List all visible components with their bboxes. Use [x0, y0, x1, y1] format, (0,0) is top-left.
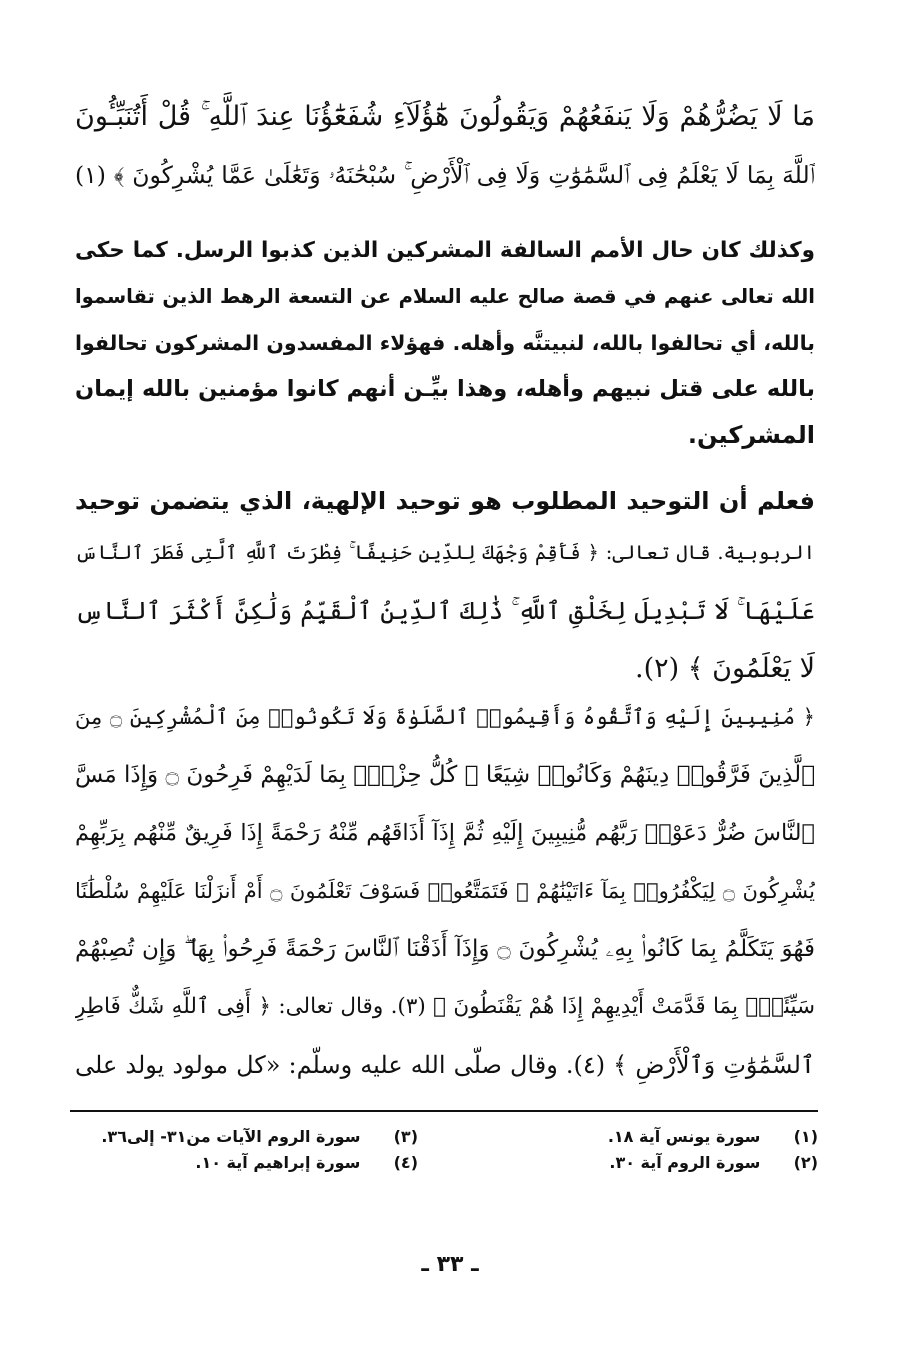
verse-line: الربوبية. قال تعالى: ﴿ فَأَقِمْ وَجْهَكَ لِلدِّينِ حَنِيفًا ۚ فِطْرَتَ ٱللَّهِ ٱلَّتِى فَطَرَ ٱلنَّاسَ	[75, 541, 815, 564]
footnote-item	[478, 1124, 818, 1150]
verse-line: مَا لَا يَضُرُّهُمْ وَلَا يَنفَعُهُمْ وَيَقُولُونَ هَٰٓؤُلَآءِ شُفَعَٰٓؤُنَا عِندَ ٱللَّهِ ۚ قُلْ أَتُنَبِّـُٔونَ	[75, 101, 815, 132]
prose-line: وكذلك كان حال الأمم السالفة المشركين الذين كذبوا الرسل. كما حكى	[75, 238, 815, 263]
verse-line: ٱللَّهَ بِمَا لَا يَعْلَمُ فِى ٱلسَّمَٰوَٰتِ وَلَا فِى ٱلْأَرْضِ ۚ سُبْحَٰنَهُۥ وَتَعَٰلَىٰ عَمَّا يُشْرِكُونَ ﴾ (١)	[75, 161, 815, 189]
footnote-column-right	[478, 1124, 818, 1176]
page-number: ـ ٣٣ ـ	[421, 1252, 479, 1277]
footnote-number: (١)	[793, 1127, 818, 1146]
footnote-item	[478, 1150, 818, 1176]
footnote-column-left	[78, 1124, 418, 1176]
verse-line: ٱلنَّاسَ ضُرٌّ دَعَوْا۟ رَبَّهُم مُّنِيبِينَ إِلَيْهِ ثُمَّ إِذَآ أَذَاقَهُم مِّنْهُ رَحْمَةً إِذَا فَرِيقٌ مِّنْهُم بِرَبِّهِمْ	[75, 820, 815, 846]
verse-line: ٱلسَّمَٰوَٰتِ وَٱلْأَرْضِ ﴾ (٤). وقال صلّى الله عليه وسلّم: «كل مولود يولد على	[75, 1051, 815, 1079]
footnote-item	[78, 1124, 418, 1150]
footnote-text: سورة إبراهيم آية ١٠.	[195, 1153, 361, 1172]
verse-line: ٱلَّذِينَ فَرَّقُوا۟ دِينَهُمْ وَكَانُوا۟ شِيَعًا ۖ كُلُّ حِزْبٍۭ بِمَا لَدَيْهِمْ فَرِحُونَ ۝ وَإِذَا مَسَّ	[75, 762, 815, 788]
footnote-divider	[70, 1110, 818, 1112]
footnote-number: (٤)	[393, 1153, 418, 1172]
footnote-number: (٣)	[393, 1127, 418, 1146]
prose-line: الله تعالى عنهم في قصة صالح عليه السلام عن التسعة الرهط الذين تقاسموا	[75, 285, 815, 308]
prose-line: فعلم أن التوحيد المطلوب هو توحيد الإلهية، الذي يتضمن توحيد	[75, 487, 815, 515]
footnote-text: سورة الروم آية ٣٠.	[609, 1153, 761, 1172]
rum-verses-block	[75, 688, 815, 1094]
prose-line: المشركين.	[687, 421, 815, 449]
footnote-text: سورة يونس آية ١٨.	[607, 1127, 761, 1146]
quran-quote-block	[75, 88, 815, 204]
footnote-number: (٢)	[793, 1153, 818, 1172]
prose-paragraph	[75, 228, 815, 458]
verse-line: لَا يَعْلَمُونَ ﴾ (٢).	[634, 653, 815, 684]
tawhid-paragraph	[75, 478, 815, 698]
footnote-text: سورة الروم الآيات من٣١- إلى٣٦.	[101, 1127, 361, 1146]
prose-line: بالله، أي تحالفوا بالله، لنبيتنَّه وأهله. فهؤلاء المفسدون المشركون تحالفوا	[75, 331, 815, 355]
verse-line: ﴿ مُنِيبِينَ إِلَيْهِ وَٱتَّقُوهُ وَأَقِيمُوا۟ ٱلصَّلَوٰةَ وَلَا تَكُونُوا۟ مِنَ ٱلْمُشْرِكِينَ ۝ مِنَ	[75, 705, 815, 729]
prose-line: بالله على قتل نبيهم وأهله، وهذا بيِّـن أنهم كانوا مؤمنين بالله إيمان	[75, 376, 815, 402]
verse-line: يُشْرِكُونَ ۝ لِيَكْفُرُوا۟ بِمَآ ءَاتَيْنَٰهُمْ ۚ فَتَمَتَّعُوا۟ فَسَوْفَ تَعْلَمُونَ ۝ أَمْ أَنزَلْنَا عَلَيْهِمْ سُلْطَٰنًا	[75, 879, 815, 903]
footnote-item	[78, 1150, 418, 1176]
verse-line: فَهُوَ يَتَكَلَّمُ بِمَا كَانُوا۟ بِهِۦ يُشْرِكُونَ ۝ وَإِذَآ أَذَقْنَا ٱلنَّاسَ رَحْمَةً فَرِحُوا۟ بِهَا ۖ وَإِن تُصِبْهُمْ	[75, 936, 815, 962]
verse-line: عَلَيْهَا ۚ لَا تَبْدِيلَ لِخَلْقِ ٱللَّهِ ۚ ذَٰلِكَ ٱلدِّينُ ٱلْقَيِّمُ وَلَٰكِنَّ أَكْثَرَ ٱلنَّاسِ	[75, 596, 815, 625]
verse-line: سَيِّئَةٌۢ بِمَا قَدَّمَتْ أَيْدِيهِمْ إِذَا هُمْ يَقْنَطُونَ ﴾ (٣). وقال تعالى: ﴿ أَفِى ٱللَّهِ شَكٌّ فَاطِرِ	[75, 994, 815, 1019]
